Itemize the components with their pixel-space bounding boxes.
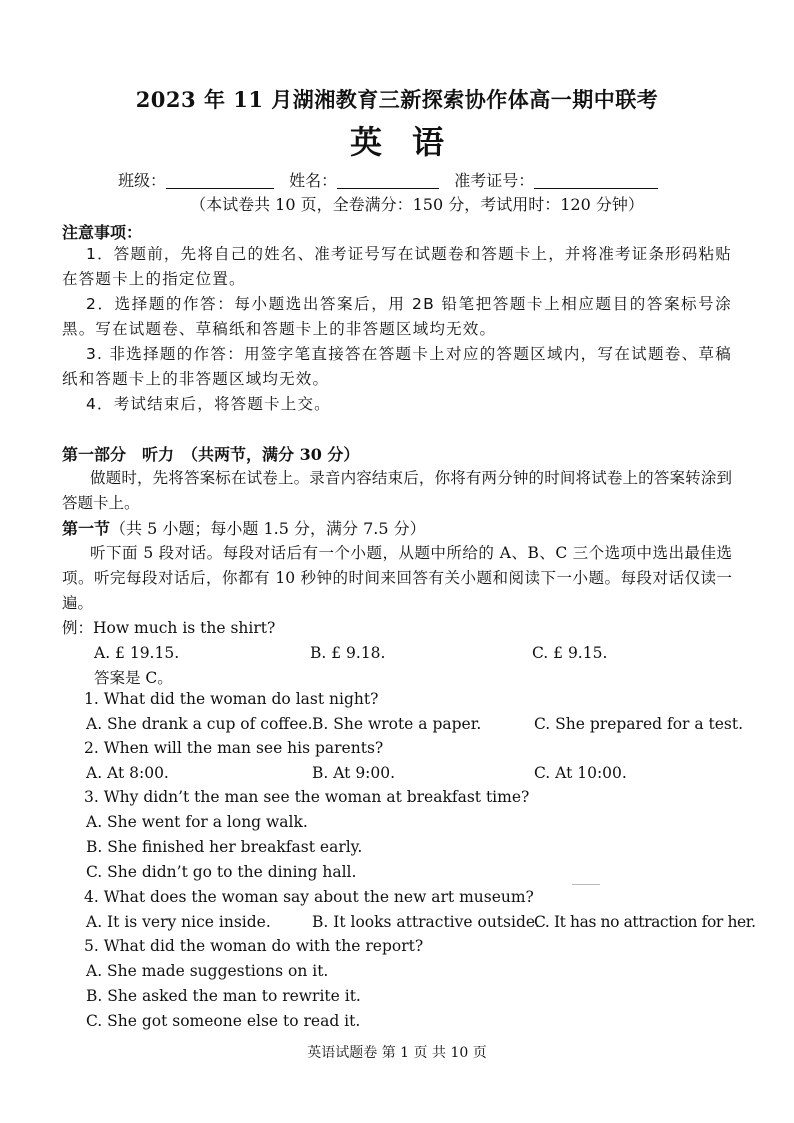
option-a: A. She drank a cup of coffee. <box>86 715 313 733</box>
notice-item: 1．答题前，先将自己的姓名、准考证号写在试题卷和答题卡上，并将准考证条形码粘贴在答题卡上的指定位置。 <box>62 245 732 288</box>
option-c: C. She didn’t go to the dining hall. <box>86 863 357 881</box>
notice-heading: 注意事项： <box>62 223 143 242</box>
part1-instruction-block <box>62 466 732 516</box>
question-stem: 1. What did the woman do last night? <box>84 690 379 708</box>
exam-note: （本试卷共 10 页，全卷满分：150 分，考试用时：120 分钟） <box>190 195 644 214</box>
question-options <box>84 761 754 786</box>
class-label: 班级： <box>118 171 167 190</box>
notice-item: 4．考试结束后，将答题卡上交。 <box>86 395 331 413</box>
example-label: 例： <box>62 619 94 637</box>
option-c: C. She got someone else to read it. <box>86 1012 361 1030</box>
question-stem: 2. When will the man see his parents? <box>84 739 384 757</box>
example-question: How much is the shirt? <box>93 619 276 637</box>
notice-list <box>62 242 732 417</box>
option-b: B. At 9:00. <box>312 764 396 782</box>
name-blank[interactable] <box>337 172 439 189</box>
option-c: C. It has no attraction for her. <box>534 913 756 931</box>
example-answer: 答案是 C。 <box>94 669 173 687</box>
option-b: B. She asked the man to rewrite it. <box>86 987 361 1005</box>
option-a: A. It is very nice inside. <box>86 913 271 931</box>
question-options <box>84 712 754 737</box>
part1-title: 第一部分 听力 <box>62 445 175 464</box>
option-b: B. She finished her breakfast early. <box>86 838 363 856</box>
example-question-line <box>62 616 742 641</box>
section1-title: 第一节 <box>62 519 111 538</box>
option-a: A. She made suggestions on it. <box>86 962 329 980</box>
section1-heading <box>62 516 426 539</box>
option-c: C. At 10:00. <box>534 764 627 782</box>
section1-desc: （共 5 小题；每小题 1.5 分，满分 7.5 分） <box>110 519 426 538</box>
class-blank[interactable] <box>166 172 274 189</box>
question-stem: 4. What does the woman say about the new art museum? <box>84 888 534 906</box>
question-5 <box>84 934 754 1034</box>
notice-item: 2．选择题的作答：每小题选出答案后，用 2B 铅笔把答题卡上相应题目的答案标号涂黑。写在试题卷、草稿纸和答题卡上的非答题区域均无效。 <box>62 295 732 338</box>
option-a: A. At 8:00. <box>86 764 169 782</box>
example-options <box>62 641 742 666</box>
option-a: A. She went for a long walk. <box>86 813 308 831</box>
question-1 <box>84 687 754 737</box>
option-b: B. She wrote a paper. <box>312 715 482 733</box>
question-4 <box>84 885 754 935</box>
question-3 <box>84 785 754 885</box>
section1-instruction-block <box>62 541 732 616</box>
notice-item: 3. 非选择题的作答：用签字笔直接答在答题卡上对应的答题区域内，写在试题卷、草稿纸和答题卡上的非答题区域均无效。 <box>62 345 732 388</box>
example-option-a: A. £ 19.15. <box>94 644 180 662</box>
exam-title: 2023 年 11 月湖湘教育三新探索协作体高一期中联考 <box>135 87 659 112</box>
question-2 <box>84 736 754 786</box>
question-stem: 5. What did the woman do with the report? <box>84 937 424 955</box>
question-stem: 3. Why didn’t the man see the woman at breakfast time? <box>84 788 530 806</box>
example-block <box>62 616 742 691</box>
subject-title: 英语 <box>349 123 474 161</box>
part1-instruction: 做题时，先将答案标在试卷上。录音内容结束后，你将有两分钟的时间将试卷上的答案转涂到答题卡上。 <box>62 469 732 512</box>
id-label: 准考证号： <box>454 171 535 190</box>
option-b: B. It looks attractive outside. <box>312 913 540 931</box>
id-blank[interactable] <box>534 172 658 189</box>
part1-heading <box>62 442 359 465</box>
section1-instruction: 听下面 5 段对话。每段对话后有一个小题，从题中所给的 A、B、C 三个选项中选出最佳选项。听完每段对话后，你都有 10 秒钟的时间来回答有关小题和阅读下一小题。每段对话仅读一遍。 <box>62 544 732 612</box>
question-options <box>84 910 754 935</box>
student-info-row <box>118 168 658 191</box>
part1-desc: （共两节，满分 30 分） <box>182 445 360 464</box>
option-c: C. She prepared for a test. <box>534 715 744 733</box>
name-label: 姓名： <box>289 171 338 190</box>
example-option-c: C. £ 9.15. <box>532 644 608 662</box>
page-footer: 英语试题卷 第 1 页 共 10 页 <box>307 1045 487 1061</box>
example-option-b: B. £ 9.18. <box>310 644 386 662</box>
